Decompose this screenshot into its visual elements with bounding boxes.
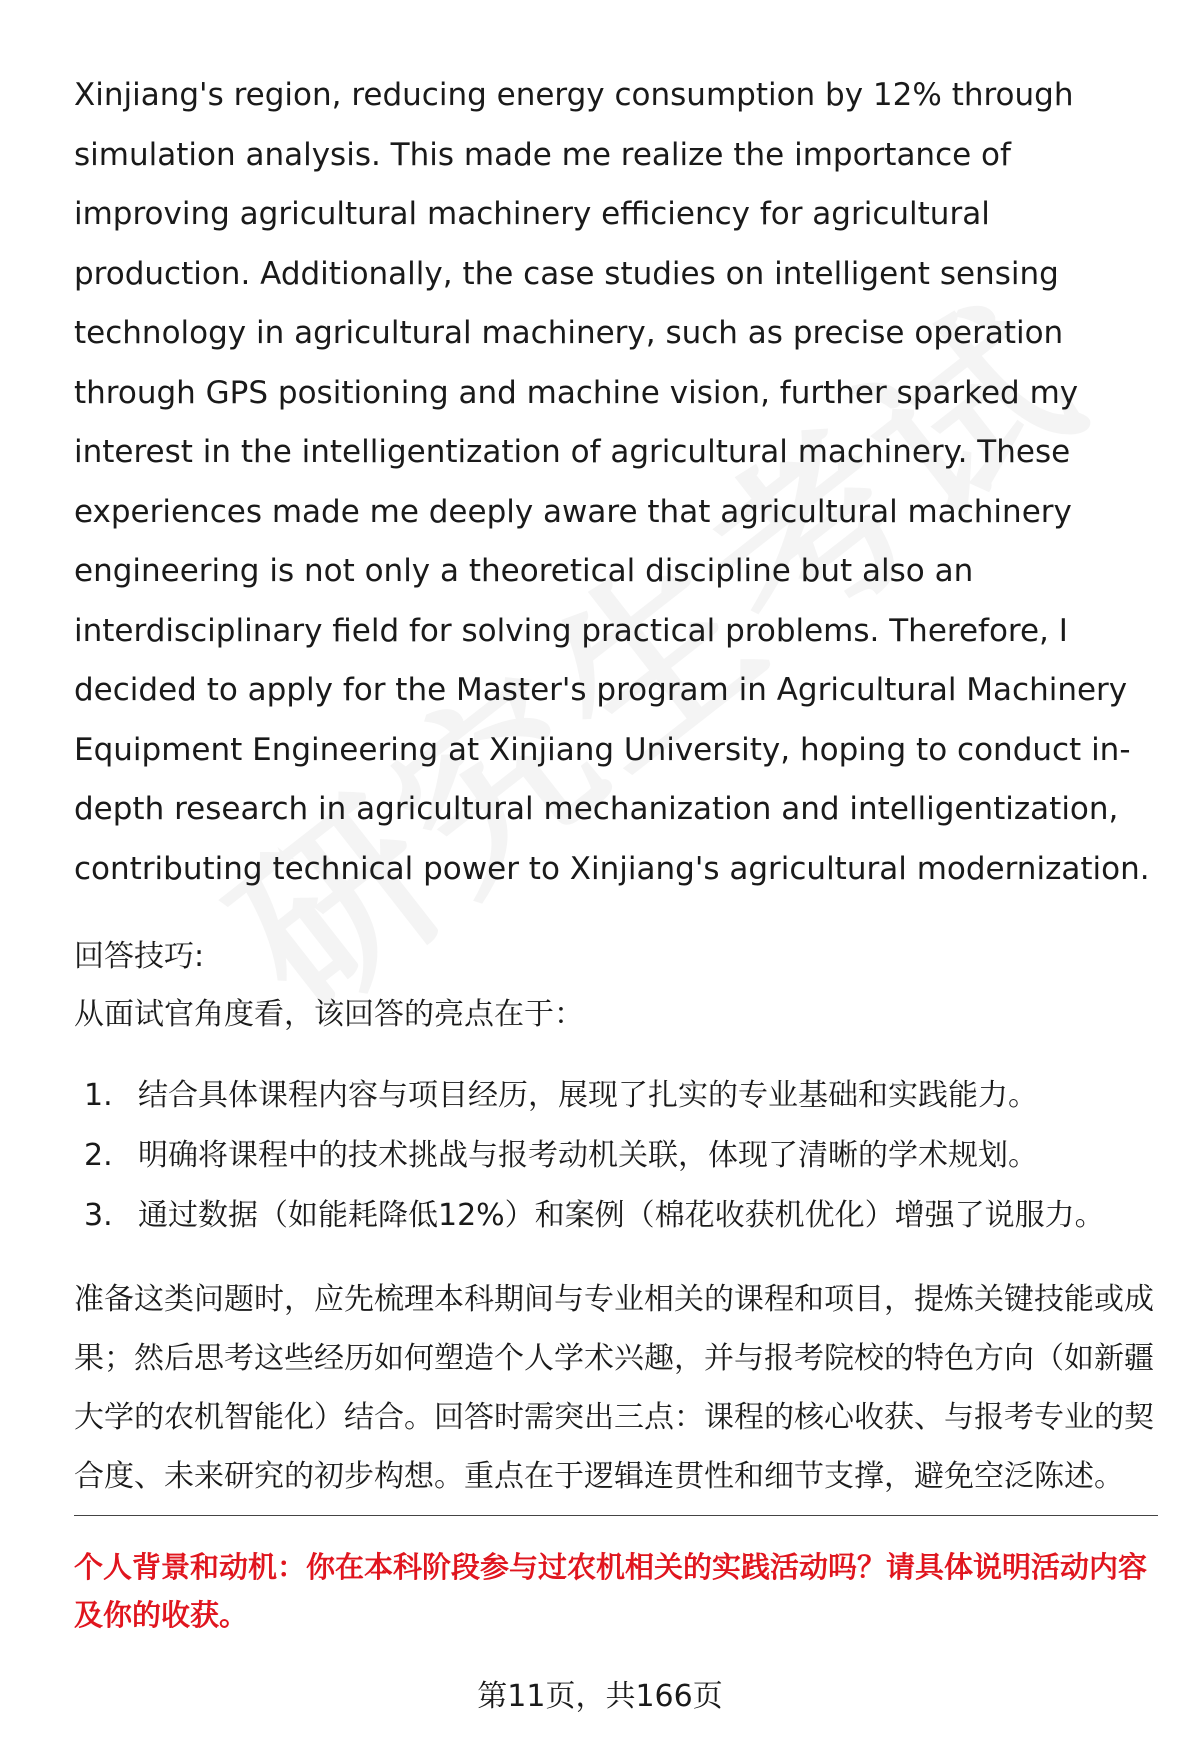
page-number-footer: 第11页，共166页	[477, 1679, 723, 1714]
list-item	[74, 1126, 1164, 1186]
preparation-advice: 准备这类问题时，应先梳理本科期间与专业相关的课程和项目，提炼关键技能或成果；然后思考这些经历如何塑造个人学术兴趣，并与报考院校的特色方向（如新疆大学的农机智能化）结合。回答时需突出三点：课程的核心收获、与报考专业的契合度、未来研究的初步构想。重点在于逻辑连贯性和细节支撑，避免空泛陈述。	[74, 1282, 1154, 1494]
answer-paragraph-english: Xinjiang's region, reducing energy consumption by 12% through simulation analysis. This made me realize the importance of improving agricultural machinery efficiency for agricultural production. Additionally, the case studies on intelligent sensing technology in agricultural machinery, such as precise operation through GPS positioning and machine vision, further sparked my interest in the intelligentization of agricultural machinery. These experiences made me deeply aware that agricultural machinery engineering is not only a theoretical discipline but also an interdisciplinary field for solving practical problems. Therefore, I decided to apply for the Master's program in Agricultural Machinery Equipment Engineering at Xinjiang University, hoping to conduct in-depth research in agricultural mechanization and intelligentization, contributing technical power to Xinjiang's agricultural modernization.	[74, 77, 1150, 887]
list-item-number: 2.	[84, 1138, 113, 1173]
list-item-number: 1.	[84, 1078, 113, 1113]
list-item-text: 通过数据（如能耗降低12%）和案例（棉花收获机优化）增强了说服力。	[138, 1198, 1105, 1233]
list-item	[74, 1066, 1164, 1126]
document-body	[74, 66, 1164, 1506]
section-divider	[74, 1515, 1158, 1516]
list-item-text: 明确将课程中的技术挑战与报考动机关联，体现了清晰的学术规划。	[138, 1138, 1038, 1173]
tips-heading: 回答技巧:	[74, 939, 205, 974]
tips-intro: 从面试官角度看，该回答的亮点在于：	[74, 997, 584, 1032]
list-item-text: 结合具体课程内容与项目经历，展现了扎实的专业基础和实践能力。	[138, 1078, 1038, 1113]
highlights-list	[74, 1066, 1164, 1246]
list-item	[74, 1186, 1164, 1246]
list-item-number: 3.	[84, 1198, 113, 1233]
next-question-heading: 个人背景和动机：你在本科阶段参与过农机相关的实践活动吗？请具体说明活动内容及你的收获。	[74, 1550, 1148, 1632]
